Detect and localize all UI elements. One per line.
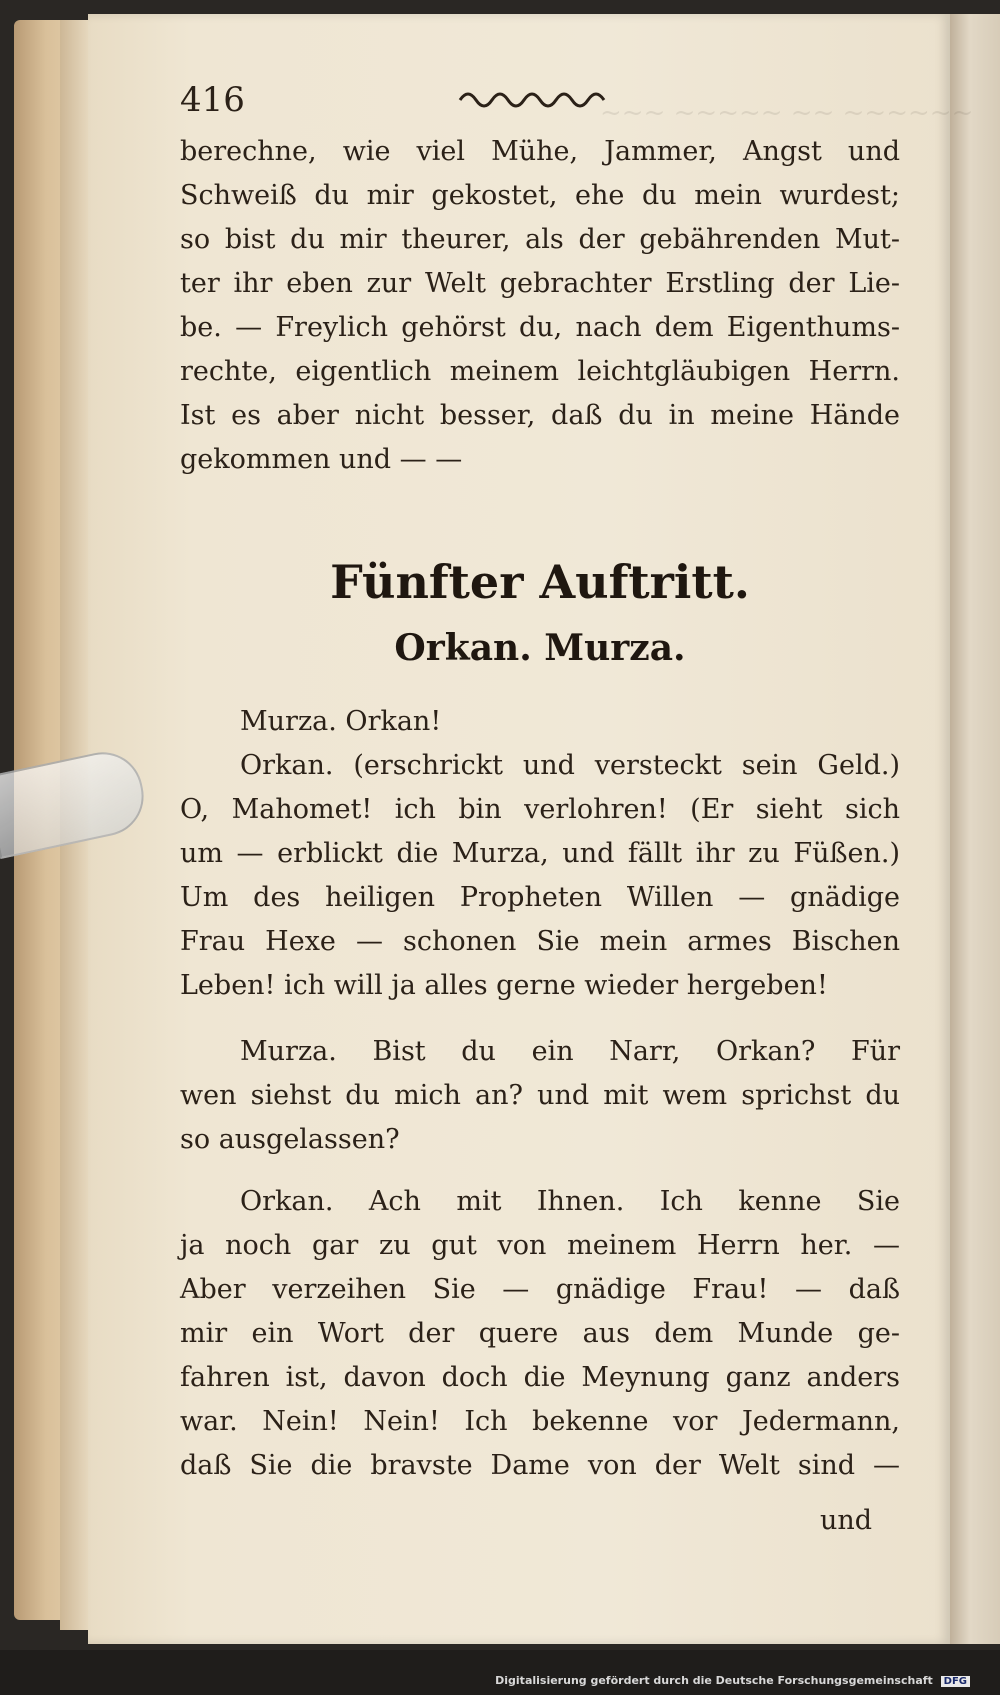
text-line: Leben! ich will ja alles gerne wieder hergeben!	[180, 970, 828, 1001]
speech-murza: Murza. Orkan!	[240, 706, 442, 737]
facing-page-edge	[950, 14, 1000, 1644]
dfg-logo-icon: DFG	[941, 1676, 970, 1687]
text-line: daß Sie die bravste Dame von der Welt sind —	[180, 1450, 900, 1481]
text-line: Schweiß du mir gekostet, ehe du mein wurdest;	[180, 180, 900, 211]
ornament-icon	[458, 86, 608, 112]
text-line: fahren ist, davon doch die Meynung ganz anders	[180, 1362, 900, 1393]
text-line: wen siehst du mich an? und mit wem sprichst du	[180, 1080, 900, 1111]
text-line: war. Nein! Nein! Ich bekenne vor Jedermann,	[180, 1406, 900, 1437]
footer-bar	[0, 1650, 1000, 1695]
text-line: be. — Freylich gehörst du, nach dem Eigenthums-	[180, 312, 900, 343]
text-line: rechte, eigentlich meinem leichtgläubigen Herrn.	[180, 356, 900, 387]
page-number: 416	[180, 80, 245, 120]
text-line: ter ihr eben zur Welt gebrachter Erstling der Lie-	[180, 268, 900, 299]
speech-orkan: Orkan. Ach mit Ihnen. Ich kenne Sie	[240, 1186, 900, 1217]
text-line: um — erblickt die Murza, und fällt ihr zu Füßen.)	[180, 838, 900, 869]
text-line: Ist es aber nicht besser, daß du in meine Hände	[180, 400, 900, 431]
text-line: Aber verzeihen Sie — gnädige Frau! — daß	[180, 1274, 900, 1305]
text-line: gekommen und — —	[180, 444, 463, 475]
text-line: mir ein Wort der quere aus dem Munde ge-	[180, 1318, 900, 1349]
text-line: Frau Hexe — schonen Sie mein armes Bischen	[180, 926, 900, 957]
scene-heading: Fünfter Auftritt.	[330, 555, 750, 609]
scene-characters: Orkan. Murza.	[394, 627, 686, 669]
speech-murza: Murza. Bist du ein Narr, Orkan? Für	[240, 1036, 900, 1067]
footer-credit	[495, 1674, 970, 1687]
catchword: und	[820, 1505, 873, 1536]
show-through-text: ~~~ ~~~~~ ~~ ~~~~~~	[600, 98, 974, 128]
text-line: so bist du mir theurer, als der gebährenden Mut-	[180, 224, 900, 255]
text-line: O, Mahomet! ich bin verlohren! (Er sieht sich	[180, 794, 900, 825]
text-line: Um des heiligen Propheten Willen — gnädige	[180, 882, 900, 913]
text-line: berechne, wie viel Mühe, Jammer, Angst und	[180, 136, 900, 167]
text-line: ja noch gar zu gut von meinem Herrn her. —	[180, 1230, 900, 1261]
text-line: so ausgelassen?	[180, 1124, 400, 1155]
footer-credit-text: Digitalisierung gefördert durch die Deutsche Forschungsgemeinschaft	[495, 1674, 933, 1687]
speech-orkan: Orkan. (erschrickt und versteckt sein Geld.)	[240, 750, 900, 781]
